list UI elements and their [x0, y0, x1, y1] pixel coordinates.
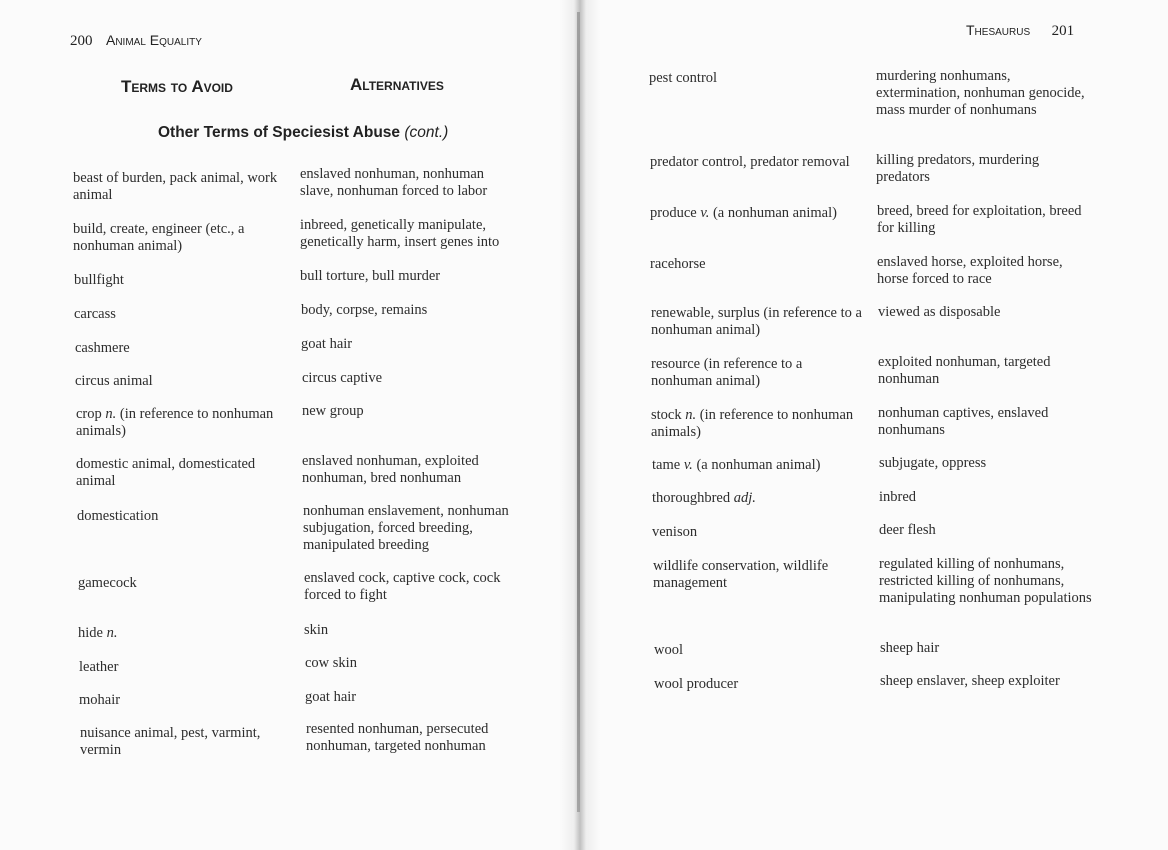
term-entry: thoroughbred adj. [652, 490, 756, 506]
alternative-entry: breed, breed for exploitation, breed for killing [877, 203, 1082, 236]
right-page [580, 0, 1168, 850]
term-entry: gamecock [78, 575, 137, 591]
right-page-number: 201 [1051, 23, 1075, 39]
alternative-entry: exploited nonhuman, targeted nonhuman [878, 354, 1051, 387]
term-entry: produce v. (a nonhuman animal) [650, 205, 837, 221]
alternative-entry: inbred [879, 489, 917, 505]
alternative-entry: enslaved nonhuman, nonhuman slave, nonhuman forced to labor [300, 166, 488, 199]
alternative-entry: body, corpse, remains [301, 302, 428, 318]
term-entry: renewable, surplus (in reference to a nonhuman animal) [651, 305, 862, 338]
left-page [0, 0, 580, 850]
alternative-entry: nonhuman enslavement, nonhuman subjugation, forced breeding, manipulated breeding [303, 503, 509, 553]
alternative-entry: new group [302, 403, 364, 419]
term-entry: tame v. (a nonhuman animal) [652, 457, 821, 473]
alternative-entry: enslaved horse, exploited horse, horse forced to race [877, 254, 1063, 287]
right-running-title: Thesaurus [966, 22, 1031, 38]
alternative-entry: skin [304, 622, 329, 638]
term-entry: crop n. (in reference to nonhuman animals) [76, 406, 274, 439]
column-head-terms: Terms to Avoid [121, 77, 233, 96]
alternative-entry: viewed as disposable [878, 304, 1001, 320]
term-entry: predator control, predator removal [650, 154, 850, 170]
term-entry: wool producer [654, 676, 739, 692]
term-entry: pest control [649, 70, 718, 86]
term-entry: leather [79, 659, 119, 675]
alternative-entry: enslaved nonhuman, exploited nonhuman, bred nonhuman [302, 453, 479, 486]
column-head-alternatives: Alternatives [350, 75, 444, 94]
term-entry: wildlife conservation, wildlife management [653, 558, 829, 591]
left-running-head [70, 32, 202, 50]
term-entry: bullfight [74, 272, 124, 288]
term-entry: cashmere [75, 340, 130, 356]
alternative-entry: killing predators, murdering predators [876, 152, 1040, 185]
term-entry: wool [654, 642, 683, 658]
alternative-entry: enslaved cock, captive cock, cock forced to fight [304, 570, 501, 603]
alternative-entry: murdering nonhumans, extermination, nonhuman genocide, mass murder of nonhumans [876, 68, 1085, 118]
section-title-cont: (cont.) [404, 124, 449, 141]
alternative-entry: sheep enslaver, sheep exploiter [880, 673, 1060, 689]
alternative-entry: goat hair [301, 336, 353, 352]
section-title-text: Other Terms of Speciesist Abuse [158, 124, 401, 141]
alternative-entry: deer flesh [879, 522, 936, 538]
term-entry: mohair [79, 692, 121, 708]
alternative-entry: cow skin [305, 655, 357, 671]
term-entry: carcass [74, 306, 116, 322]
left-running-title: Animal Equality [106, 32, 202, 48]
term-entry: domestic animal, domesticated animal [76, 456, 256, 489]
term-entry: build, create, engineer (etc., a nonhuman animal) [73, 221, 245, 254]
term-entry: nuisance animal, pest, varmint, vermin [80, 725, 261, 758]
alternative-entry: nonhuman captives, enslaved nonhumans [878, 405, 1049, 438]
alternative-entry: regulated killing of nonhumans, restricted killing of nonhumans, manipulating nonhuman populations [879, 556, 1092, 606]
term-entry: beast of burden, pack animal, work animal [73, 170, 278, 203]
alternative-entry: subjugate, oppress [879, 455, 987, 471]
term-entry: resource (in reference to a nonhuman animal) [651, 356, 803, 389]
term-entry: venison [652, 524, 698, 540]
left-page-number: 200 [70, 33, 93, 49]
term-entry: racehorse [650, 256, 706, 272]
term-entry: circus animal [75, 373, 153, 389]
alternative-entry: bull torture, bull murder [300, 268, 441, 284]
alternative-entry: goat hair [305, 689, 357, 705]
term-entry: stock n. (in reference to nonhuman animals) [651, 407, 854, 440]
alternative-entry: sheep hair [880, 640, 940, 656]
term-entry: hide n. [78, 625, 118, 641]
right-running-head [966, 22, 1074, 40]
section-title [158, 124, 448, 142]
term-entry: domestication [77, 508, 159, 524]
alternative-entry: resented nonhuman, persecuted nonhuman, targeted nonhuman [306, 721, 489, 754]
alternative-entry: inbreed, genetically manipulate, genetically harm, insert genes into [300, 217, 500, 250]
alternative-entry: circus captive [302, 370, 383, 386]
